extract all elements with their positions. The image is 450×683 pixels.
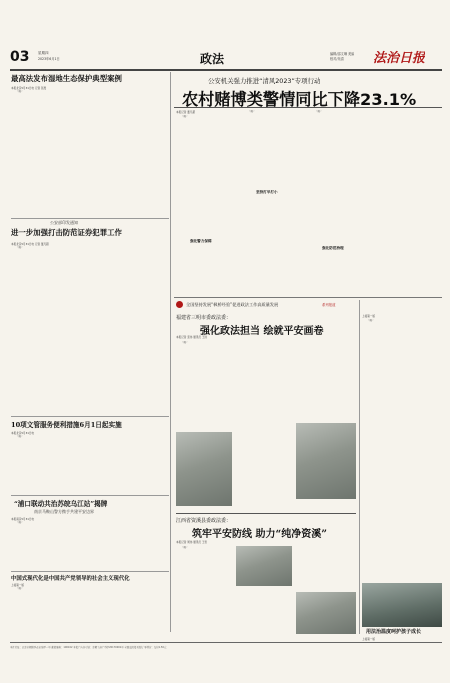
top-story-rule xyxy=(174,107,442,108)
right-column-photo-caption: 用法治温度呵护孩子成长 xyxy=(366,629,422,635)
article-4-body-col2 xyxy=(88,517,168,569)
top-story-byline: 本报记者 董凡超 xyxy=(176,111,195,114)
footer-publisher-info: 本社社址：北京市朝阳区花家地甲一号 邮政编码：100102 本报广告许可证：京朝工商广登字20170001号 全国法院报刊发行 零售价：每份1.50元 xyxy=(10,646,167,649)
story-1-body xyxy=(176,341,232,431)
editor-credits: 编辑/邵文琳 美编 xyxy=(330,52,355,56)
top-story-col2-lower xyxy=(243,196,305,295)
section-name: 政法 xyxy=(200,52,225,66)
article-4-byline: 本报南京5月31日电 xyxy=(11,518,35,521)
story-2-kicker: 江西省资溪县委政法委： xyxy=(176,518,232,524)
article-5-paragraph: （略） xyxy=(16,587,24,590)
story-2-byline: 本报记者 周伟 通讯员 王雯 xyxy=(176,541,208,544)
article-3-paragraph: （略） xyxy=(16,435,24,438)
top-story-col2 xyxy=(243,110,305,188)
article-1-divider xyxy=(11,218,169,219)
top-story-bottom-rule xyxy=(174,297,442,298)
top-story-col3 xyxy=(310,110,372,244)
left-column-divider xyxy=(170,72,171,632)
banner-emblem-icon xyxy=(176,301,183,308)
story-2-headline: 筑牢平安防线 助力“纯净资溪” xyxy=(192,529,327,540)
article-3-divider xyxy=(11,495,169,496)
story-1-photo-left xyxy=(176,432,232,506)
article-2-divider xyxy=(11,416,169,417)
top-story-headline: 农村赌博类警情同比下降23.1% xyxy=(182,90,417,109)
article-1-body xyxy=(11,90,85,216)
article-1-headline: 最高法发布湿地生态保护典型案例 xyxy=(11,74,122,83)
top-story-col4 xyxy=(377,110,442,295)
story-1-paragraph: （略） xyxy=(181,341,189,344)
newspaper-logo: 法治日报 xyxy=(373,51,426,66)
story-1-body-col3 xyxy=(296,341,356,421)
article-1-paragraph: （略） xyxy=(16,90,24,93)
masthead-rule xyxy=(10,69,442,71)
article-5-headline: 中国式现代化是中国共产党领导的社会主义现代化 xyxy=(11,576,130,582)
story-2-body-col2 xyxy=(236,588,292,634)
story-1-byline: 本报记者 张伟 通讯员 王进 xyxy=(176,336,208,339)
article-4-body xyxy=(11,521,85,569)
story-1-divider xyxy=(176,513,356,514)
article-2-headline: 进一步加强打击防范证券犯罪工作 xyxy=(11,228,122,237)
date-weekday: 星期四 xyxy=(38,51,49,55)
top-story-col2-paragraph: （略） xyxy=(248,110,256,113)
article-4-divider xyxy=(11,571,169,572)
story-1-body-col2 xyxy=(236,341,292,511)
article-3-body-col2 xyxy=(88,431,168,493)
top-story-subhead-2: 坚持打早打小 xyxy=(256,190,278,194)
story-2-paragraph: （略） xyxy=(181,546,189,549)
masthead xyxy=(10,47,442,69)
top-story-kicker: 公安机关强力推进“清风2023”专项行动 xyxy=(208,77,321,85)
story-2-body-col3 xyxy=(296,546,356,590)
right-column-photo xyxy=(362,583,442,627)
article-4-paragraph: （略） xyxy=(16,521,24,524)
story-2-photo-left xyxy=(236,546,292,586)
article-2-body-col2 xyxy=(88,242,168,414)
top-story-col1 xyxy=(176,115,238,238)
proofreader-credit: 校对/吴清 xyxy=(330,57,344,61)
article-5-byline: 上接第一版 xyxy=(11,584,24,587)
story-1-headline: 强化政法担当 绘就平安画卷 xyxy=(200,326,324,337)
page-number: 03 xyxy=(10,49,30,65)
right-column-body xyxy=(362,319,442,581)
top-story-col1-lower xyxy=(176,245,238,295)
story-1-kicker: 福建省三明市委政法委： xyxy=(176,315,232,321)
date-full: 2023年6月1日 xyxy=(38,57,60,61)
story-2-body xyxy=(176,546,232,634)
footer-rule xyxy=(10,642,442,643)
banner-title: 全国坚持发展“枫桥经验”促进政法工作高质量发展 xyxy=(186,301,279,307)
top-story-subhead-1: 强化警力保障 xyxy=(190,239,212,243)
article-3-headline: 10项文管服务便利措施6月1日起实施 xyxy=(11,421,122,429)
right-column-byline: 上接第一版 xyxy=(362,315,375,318)
article-3-byline: 本报北京5月31日电 xyxy=(11,432,35,435)
article-2-paragraph: （略） xyxy=(16,246,24,249)
article-5-body xyxy=(11,587,85,632)
top-story-col3-lower xyxy=(310,252,372,295)
top-story-col1-paragraph: （略） xyxy=(181,115,189,118)
story-2-photo-right xyxy=(296,592,356,634)
right-column-paragraph: （略） xyxy=(367,319,375,322)
article-4-subtitle: 南京马鞍山警方携手共建平安边界 xyxy=(34,509,94,514)
article-2-body xyxy=(11,246,85,414)
article-2-byline: 本报北京5月31日电 记者 董凡超 xyxy=(11,243,49,246)
top-story-subhead-3: 强化防范治理 xyxy=(322,246,344,250)
top-story-col3-paragraph: （略） xyxy=(315,110,323,113)
article-1-byline: 本报北京5月31日电 记者 张晨 xyxy=(11,87,47,90)
story-1-photo-right xyxy=(296,423,356,499)
right-column-divider xyxy=(359,300,360,634)
article-2-kicker: 公安部印发通知 xyxy=(50,220,78,225)
banner-tag: 系列报道 xyxy=(322,303,336,307)
article-1-body-col2 xyxy=(88,86,168,216)
right-column-footer-byline: 上接第一版 xyxy=(362,638,375,641)
article-4-headline: “浦口联动共治苏皖乌江站”揭牌 xyxy=(14,500,108,508)
article-3-body xyxy=(11,435,85,493)
article-5-body-col2 xyxy=(88,583,168,632)
